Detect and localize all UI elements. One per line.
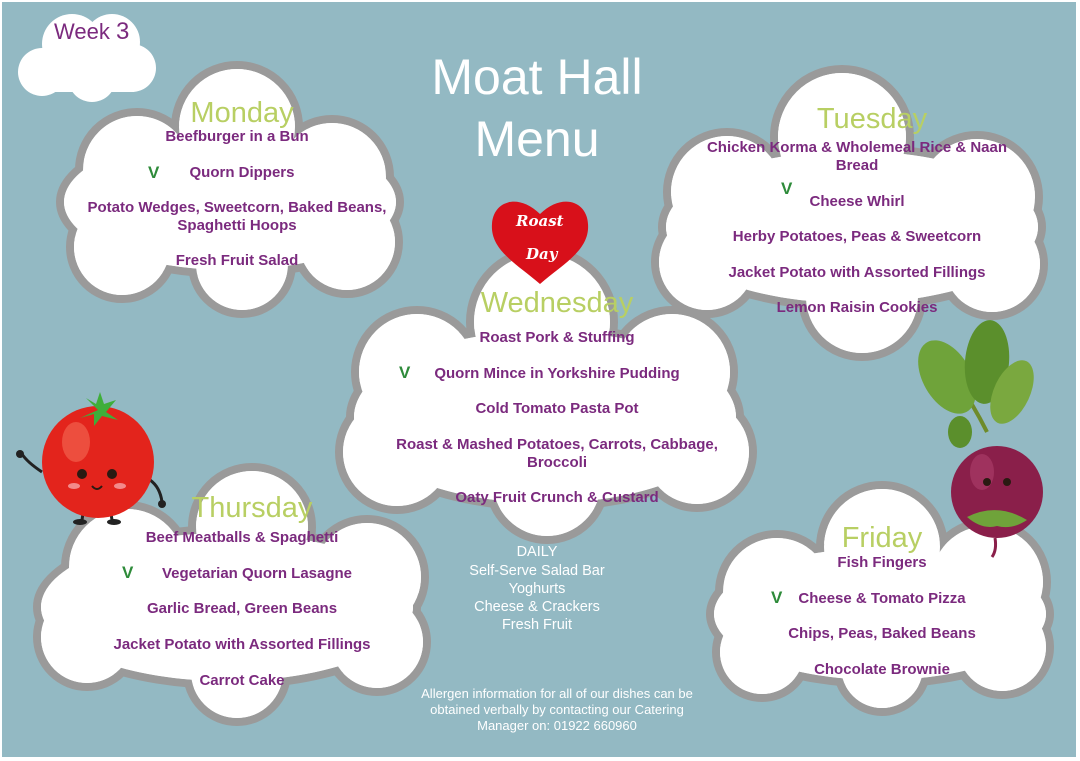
tuesday-item-4: Jacket Potato with Assorted Fillings [728,264,986,281]
wednesday-item-2: Quorn Mince in Yorkshire Pudding [434,365,680,382]
thursday-item-3: Garlic Bread, Green Beans [146,600,338,617]
wednesday-item-4: Roast & Mashed Potatoes, Carrots, Cabbage, [396,436,718,453]
thursday-item-1: Beef Meatballs & Spaghetti [145,529,339,546]
tuesday-item-3: Herby Potatoes, Peas & Sweetcorn [732,228,982,245]
daily-item-4: Fresh Fruit [501,617,573,633]
tuesday-item-5: Lemon Raisin Cookies [776,299,938,316]
allergen-note-line1: Allergen information for all of our dishes can be [421,686,693,701]
monday-item-1: Beefburger in a Bun [165,128,309,145]
daily-item-3: Cheese & Crackers [474,599,600,615]
friday-heading: Friday [841,522,923,554]
monday-item-3b: Spaghetti Hoops [177,217,297,234]
monday-item-4: Fresh Fruit Salad [175,252,299,269]
wednesday-item-5: Oaty Fruit Crunch & Custard [455,489,659,506]
wednesday-item-4b: Broccoli [526,454,587,471]
friday-item-1: Fish Fingers [837,554,927,571]
week-number: 3 [115,18,130,45]
tuesday-item-1b: Bread [835,157,879,174]
allergen-note-line3: Manager on: 01922 660960 [477,718,637,733]
friday-veg-marker: V [771,588,783,607]
monday-item-2: Quorn Dippers [189,164,295,181]
menu-board [2,2,1076,757]
wednesday-veg-marker: V [399,363,411,382]
thursday-item-2: Vegetarian Quorn Lasagne [161,565,353,582]
daily-item-1: Self-Serve Salad Bar [469,563,605,579]
page-title-line2: Menu [474,111,600,167]
wednesday-item-1: Roast Pork & Stuffing [479,329,635,346]
wednesday-item-3: Cold Tomato Pasta Pot [475,400,639,417]
allergen-note-line2: obtained verbally by contacting our Catering [430,702,684,717]
monday-item-3: Potato Wedges, Sweetcorn, Baked Beans, [87,199,387,216]
week-label-text: Week [54,19,110,44]
friday-item-2: Cheese & Tomato Pizza [798,590,966,607]
roast-day-label-line1: Roast [516,212,564,230]
page-title-line1: Moat Hall [431,49,643,105]
tuesday-heading: Tuesday [816,103,928,135]
tuesday-veg-marker: V [781,179,793,198]
roast-day-label-line2: Day [526,245,558,263]
tuesday-item-1: Chicken Korma & Wholemeal Rice & Naan [706,139,1008,156]
thursday-heading: Thursday [191,492,313,524]
friday-item-4: Chocolate Brownie [814,661,950,678]
thursday-item-5: Carrot Cake [199,672,285,689]
thursday-item-4: Jacket Potato with Assorted Fillings [113,636,371,653]
daily-heading: DAILY [516,544,558,560]
monday-heading: Monday [190,97,294,129]
daily-item-2: Yoghurts [508,581,566,597]
wednesday-heading: Wednesday [480,287,634,319]
week-label [54,18,129,46]
monday-veg-marker: V [148,163,160,182]
thursday-veg-marker: V [122,563,134,582]
tuesday-item-2: Cheese Whirl [809,193,905,210]
friday-item-3: Chips, Peas, Baked Beans [788,625,976,642]
